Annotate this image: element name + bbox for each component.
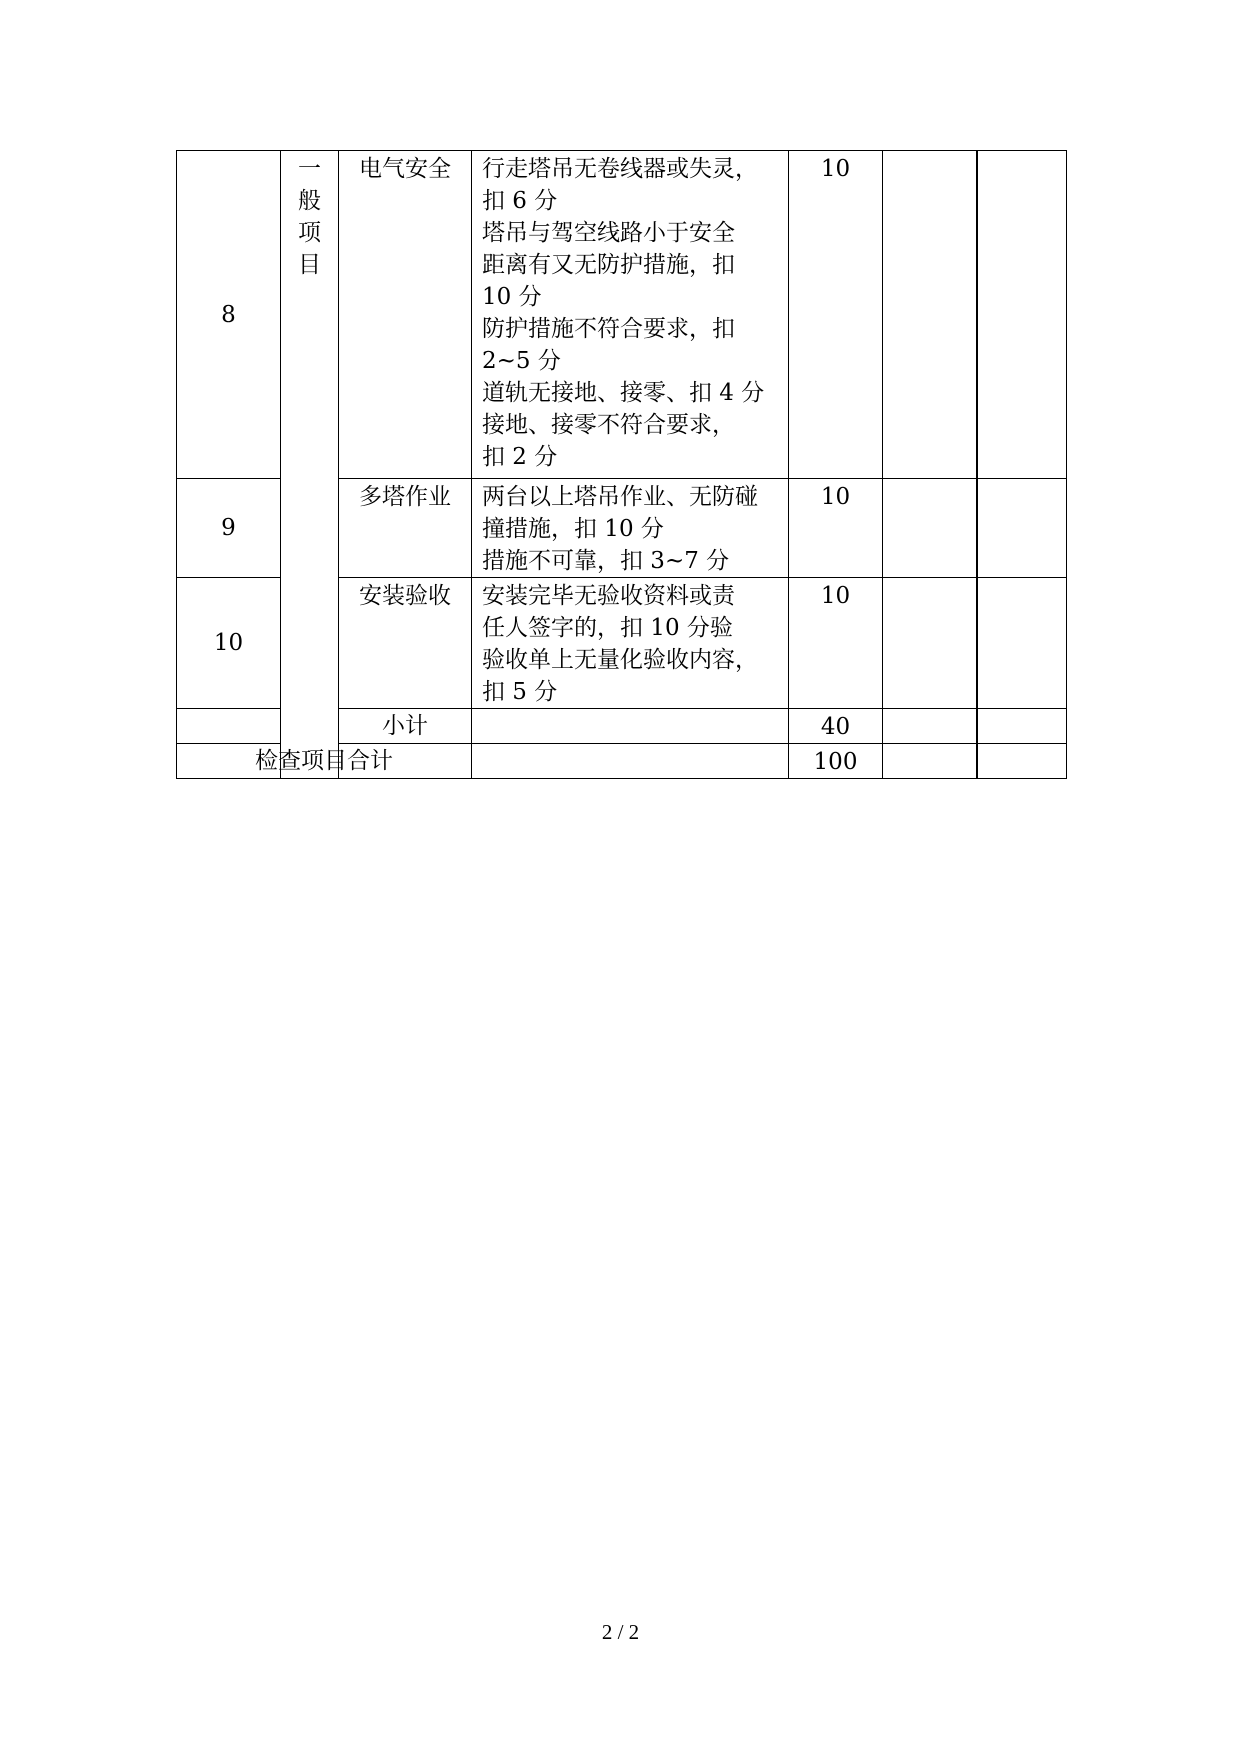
category-char: 一 <box>298 156 321 182</box>
deduction-standard <box>472 578 789 709</box>
standard-line: 道轨无接地、接零、扣 4 分 <box>482 380 765 406</box>
standard-line: 行走塔吊无卷线器或失灵， <box>482 156 758 182</box>
row-number: 10 <box>177 578 281 709</box>
deduction-standard <box>472 151 789 479</box>
standard-line: 撞措施，扣 10 分 <box>482 516 664 542</box>
standard-line: 距离有又无防护措施，扣 <box>482 252 735 278</box>
category-char: 般 <box>298 188 321 214</box>
obtained-cell <box>977 479 1067 578</box>
check-item: 安装验收 <box>339 578 472 709</box>
standard-line: 验收单上无量化验收内容， <box>482 647 758 673</box>
standard-line: 扣 6 分 <box>482 188 558 214</box>
subtotal-standard-cell <box>472 709 789 744</box>
category-cell <box>281 151 339 779</box>
score-cell: 10 <box>789 578 883 709</box>
obtained-cell <box>977 578 1067 709</box>
subtotal-score: 40 <box>789 709 883 744</box>
total-row <box>177 744 1067 779</box>
deducted-cell <box>883 744 977 779</box>
standard-line: 10 分 <box>482 284 542 310</box>
deduction-standard <box>472 479 789 578</box>
deducted-cell <box>883 479 977 578</box>
table-row-8 <box>177 151 1067 479</box>
subtotal-label: 小计 <box>339 709 472 744</box>
check-item: 电气安全 <box>339 151 472 479</box>
standard-line: 任人签字的，扣 10 分验 <box>482 615 733 641</box>
row-number: 8 <box>177 151 281 479</box>
subtotal-number-cell <box>177 709 281 744</box>
total-standard-cell <box>472 744 789 779</box>
total-score: 100 <box>789 744 883 779</box>
row-number: 9 <box>177 479 281 578</box>
category-char: 项 <box>298 220 321 246</box>
check-item: 多塔作业 <box>339 479 472 578</box>
score-cell: 10 <box>789 151 883 479</box>
page-number: 2 / 2 <box>601 1620 640 1644</box>
standard-line: 措施不可靠，扣 3~7 分 <box>482 548 730 574</box>
score-cell: 10 <box>789 479 883 578</box>
total-label: 检查项目合计 <box>177 744 472 779</box>
obtained-cell <box>977 709 1067 744</box>
standard-line: 扣 5 分 <box>482 679 558 705</box>
obtained-cell <box>977 151 1067 479</box>
standard-line: 2~5 分 <box>482 348 561 374</box>
deducted-cell <box>883 151 977 479</box>
standard-line: 防护措施不符合要求，扣 <box>482 316 735 342</box>
deducted-cell <box>883 709 977 744</box>
deducted-cell <box>883 578 977 709</box>
inspection-table <box>176 150 1067 779</box>
category-char: 目 <box>298 252 321 278</box>
standard-line: 安装完毕无验收资料或责 <box>482 583 735 609</box>
obtained-cell <box>977 744 1067 779</box>
standard-line: 接地、接零不符合要求， <box>482 412 735 438</box>
standard-line: 两台以上塔吊作业、无防碰 <box>482 484 758 510</box>
standard-line: 塔吊与驾空线路小于安全 <box>482 220 735 246</box>
standard-line: 扣 2 分 <box>482 444 558 470</box>
